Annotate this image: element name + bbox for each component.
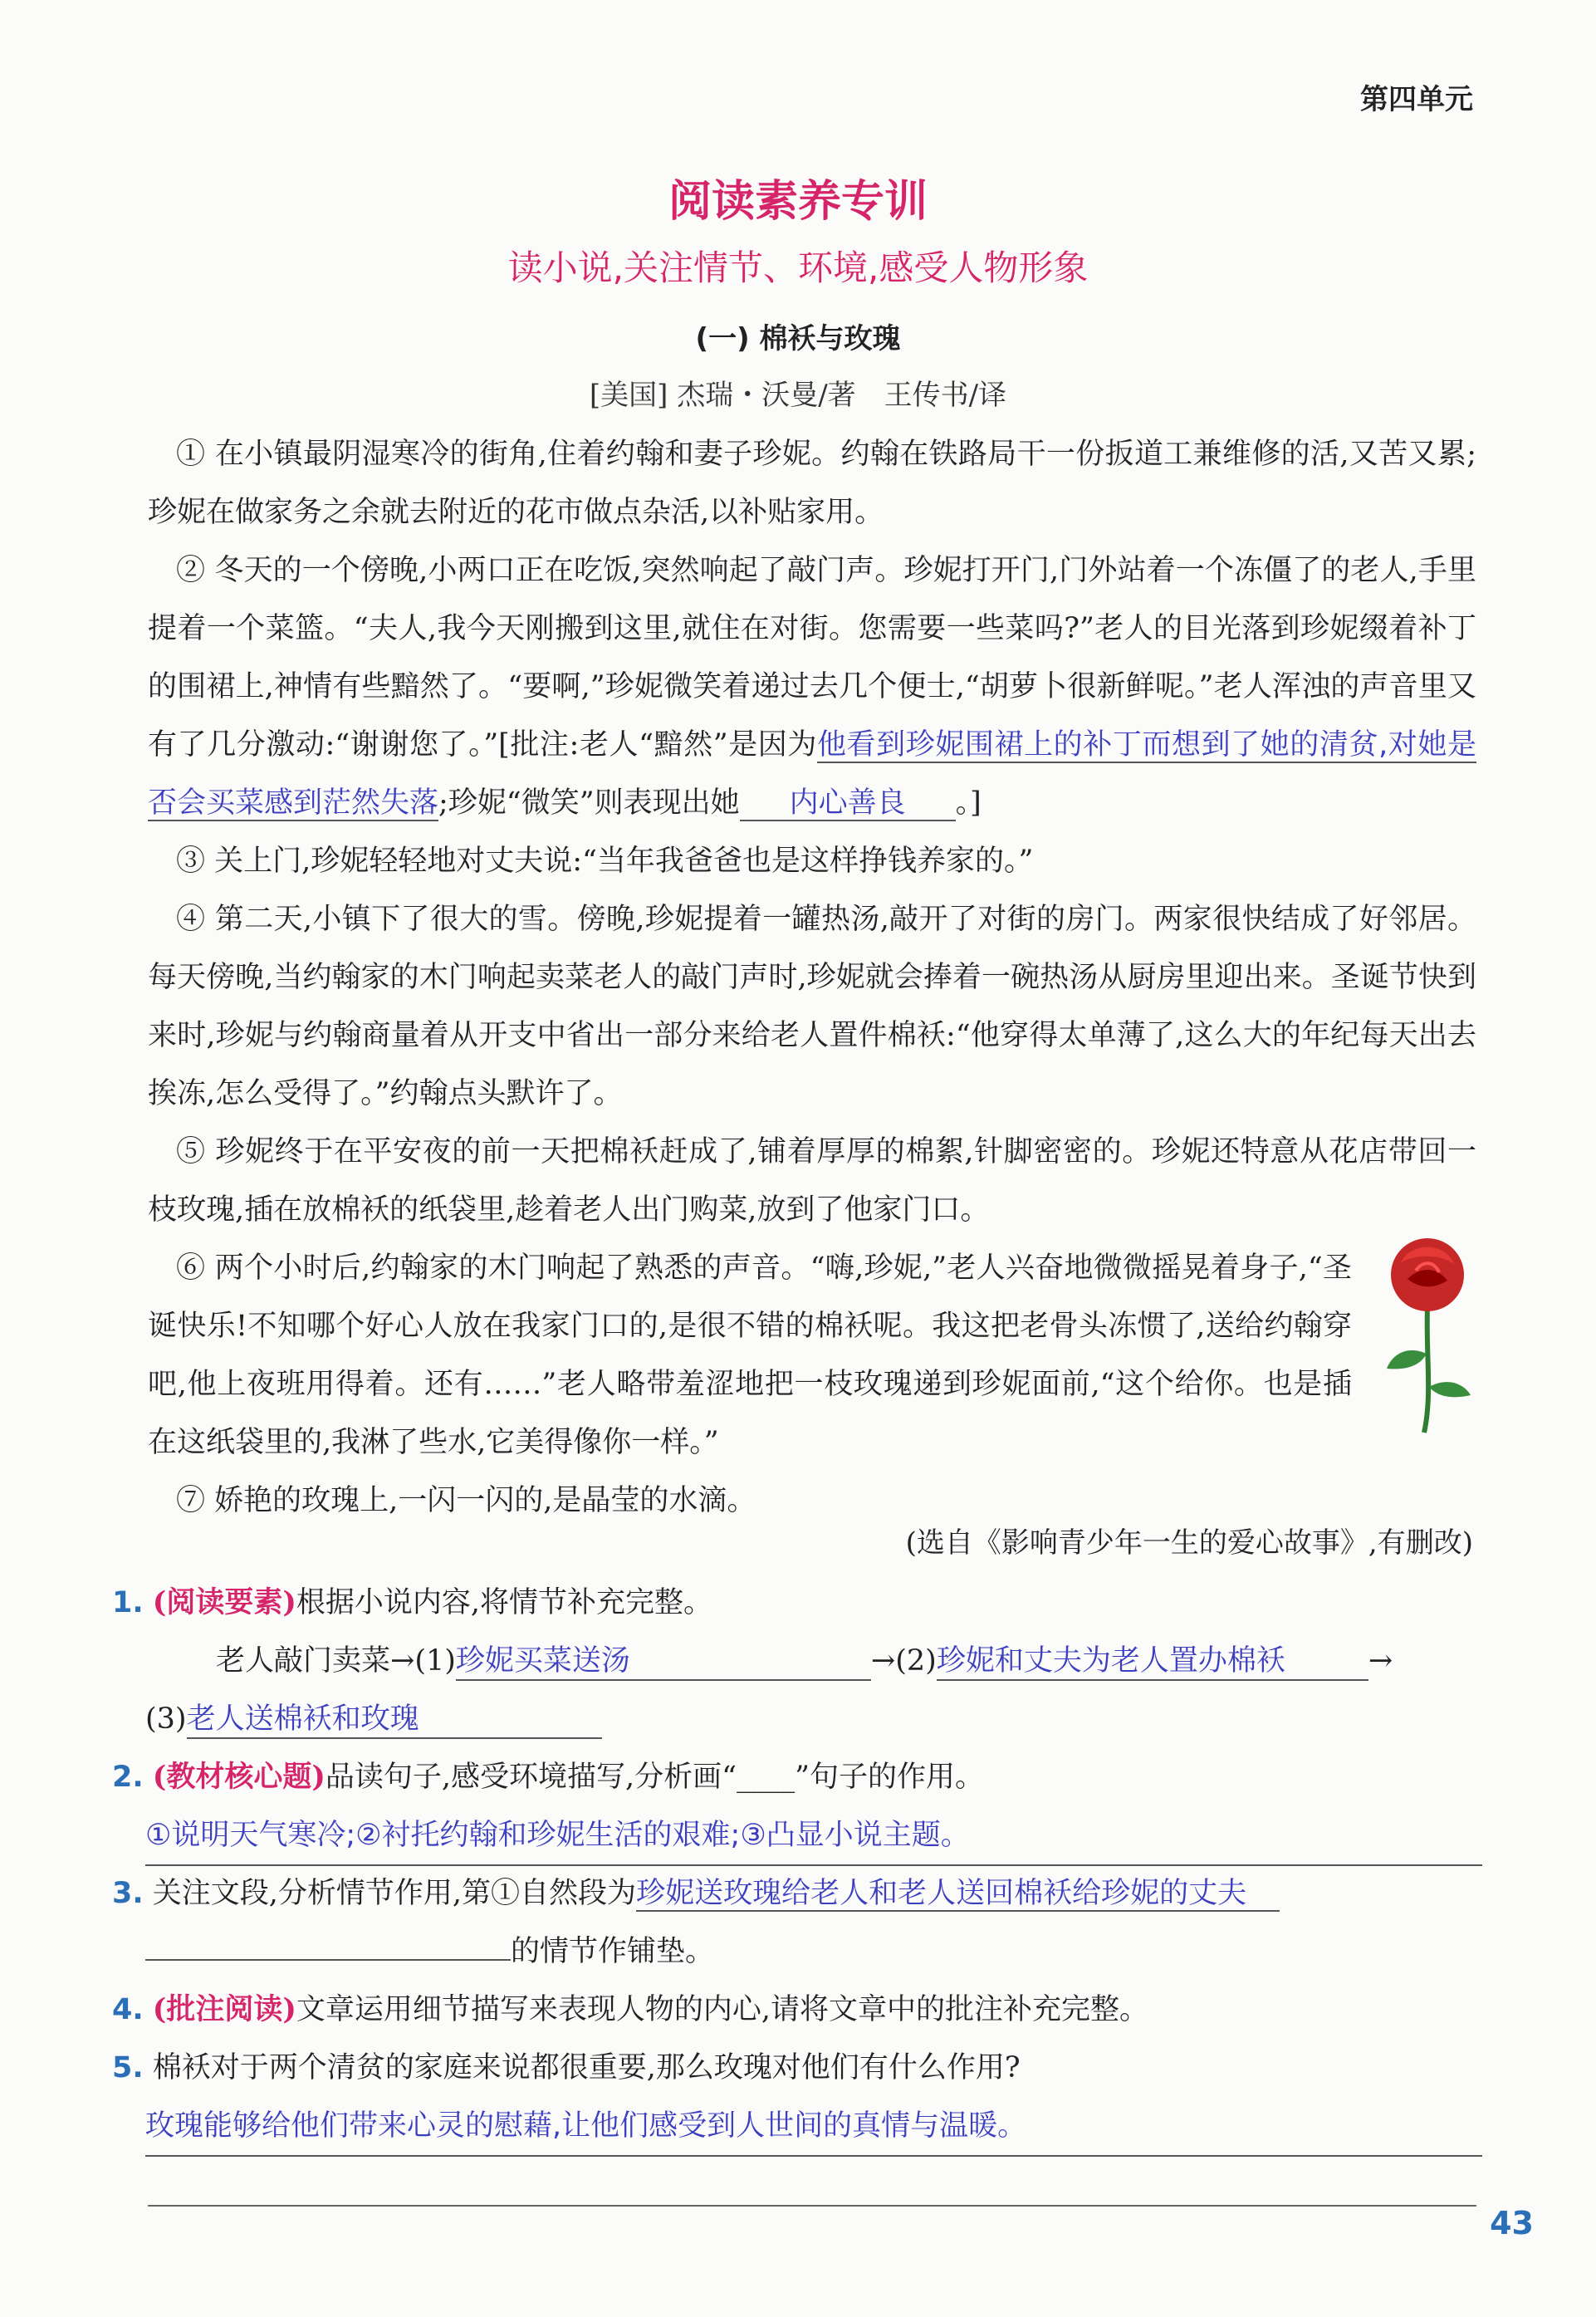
question-tag: (教材核心题) — [152, 1760, 326, 1794]
paragraph-2-mid: ;珍妮“微笑”则表现出她 — [438, 786, 740, 820]
paragraph-2 — [148, 541, 1476, 832]
question-number: 4. — [112, 1993, 144, 2026]
question-tag: (批注阅读) — [152, 1992, 296, 2026]
question-text: 品读句子,感受环境描写,分析画“____”句子的作用。 — [325, 1761, 984, 1794]
question-3-row-2 — [112, 1923, 1482, 1981]
paragraph-6: ⑥ 两个小时后,约翰家的木门响起了熟悉的声音。“嗨,珍妮,”老人兴奋地微微摇晃着身子,“圣诞快乐!不知哪个好心人放在我家门口的,是很不错的棉袄呢。我这把老骨头冻惯了,送给约翰穿吧,他上夜班用得着。还有……”老人略带羞涩地把一枝玫瑰递到珍妮面前,“这个给你。也是插在这纸袋里的,我淋了些水,它美得像你一样。” — [148, 1252, 1352, 1459]
story-body — [148, 425, 1476, 1530]
question-5 — [112, 2039, 1482, 2157]
paragraph-3: ③ 关上门,珍妮轻轻地对丈夫说:“当年我爸爸也是这样挣钱养家的。” — [176, 845, 1034, 878]
paragraph-1: ① 在小镇最阴湿寒冷的街角,住着约翰和妻子珍妮。约翰在铁路局干一份扳道工兼维修的活,又苦又累;珍妮在做家务之余就去附近的花市做点杂活,以补贴家用。 — [148, 438, 1476, 529]
question-text: 棉袄对于两个清贫的家庭来说都很重要,那么玫瑰对他们有什么作用? — [152, 2051, 1021, 2084]
paragraph-5: ⑤ 珍妮终于在平安夜的前一天把棉袄赶成了,铺着厚厚的棉絮,针脚密密的。珍妮还特意从花店带回一枝玫瑰,插在放棉袄的纸袋里,趁着老人出门购菜,放到了他家门口。 — [148, 1135, 1476, 1227]
plot-chain-row-2 — [112, 1690, 1482, 1748]
question-2 — [112, 1748, 1482, 1866]
question-1 — [112, 1574, 1482, 1748]
plot-arrow-end: → — [1368, 1644, 1393, 1678]
question-text: 关注文段,分析情节作用,第①自然段为 — [152, 1877, 637, 1910]
question-3-tail: 的情节作铺垫。 — [511, 1935, 715, 1968]
question-4 — [112, 1981, 1482, 2039]
question-number: 1. — [112, 1586, 144, 1619]
question-text: 文章运用细节描写来表现人物的内心,请将文章中的批注补充完整。 — [296, 1993, 1149, 2026]
plot-arrow-2: →(2) — [870, 1644, 937, 1678]
question-number: 5. — [112, 2051, 144, 2084]
paragraph-7: ⑦ 娇艳的玫瑰上,一闪一闪的,是晶莹的水滴。 — [176, 1484, 756, 1517]
answer-line — [148, 2205, 1476, 2207]
paragraph-2-end: 。] — [955, 786, 982, 820]
annotation-answer-1: 他看到珍妮围裙上的补丁而想到了她的清贫,对她是否会买菜感到茫然失落 — [148, 728, 1476, 820]
story-author: [美国] 杰瑞・沃曼/著 王传书/译 — [589, 379, 1007, 412]
annotation-answer-2: 内心善良 — [740, 786, 956, 821]
question-3 — [112, 1864, 1482, 1981]
question-text: 根据小说内容,将情节补充完整。 — [296, 1586, 713, 1619]
plot-label-3: (3) — [145, 1702, 187, 1736]
plot-answer-3: 老人送棉袄和玫瑰 — [187, 1701, 602, 1739]
question-3-blank — [145, 1959, 511, 1961]
rose-illustration — [1374, 1229, 1482, 1437]
paragraph-2-text: ② 冬天的一个傍晚,小两口正在吃饭,突然响起了敲门声。珍妮打开门,门外站着一个冻僵了的老人,手里提着一个菜篮。“夫人,我今天刚搬到这里,就住在对街。您需要一些菜吗?”老人的目光落到珍妮缀着补丁的围裙上,神情有些黯然了。“要啊,”珍妮微笑着递过去几个便士,“胡萝卜很新鲜呢。”老人浑浊的声音里又有了几分激动:“谢谢您了。”[批注:老人“黯然”是因为 — [148, 554, 1476, 762]
question-5-answer: 玫瑰能够给他们带来心灵的慰藉,让他们感受到人世间的真情与温暖。 — [145, 2097, 1482, 2157]
question-2-answer: ①说明天气寒冷;②衬托约翰和珍妮生活的艰难;③凸显小说主题。 — [145, 1806, 1482, 1866]
paragraph-4: ④ 第二天,小镇下了很大的雪。傍晚,珍妮提着一罐热汤,敲开了对街的房门。两家很快结成了好邻居。每天傍晚,当约翰家的木门响起卖菜老人的敲门声时,珍妮就会捧着一碗热汤从厨房里迎出来。圣诞节快到来时,珍妮与约翰商量着从开支中省出一部分来给老人置件棉袄:“他穿得太单薄了,这么大的年纪每天出去挨冻,怎么受得了。”约翰点头默许了。 — [148, 903, 1476, 1110]
page-subtitle: 读小说,关注情节、环境,感受人物形象 — [507, 247, 1089, 288]
unit-label: 第四单元 — [1360, 83, 1473, 116]
question-tag: (阅读要素) — [152, 1585, 296, 1619]
page-number: 43 — [1490, 2205, 1534, 2241]
page-title: 阅读素养专训 — [668, 177, 928, 227]
story-title: (一) 棉袄与玫瑰 — [695, 322, 901, 355]
plot-answer-1: 珍妮买菜送汤 — [456, 1643, 871, 1681]
question-3-answer: 珍妮送玫瑰给老人和老人送回棉袄给珍妮的丈夫 — [636, 1877, 1280, 1912]
question-number: 2. — [112, 1761, 144, 1794]
source-citation: (选自《影响青少年一生的爱心故事》,有删改) — [905, 1526, 1473, 1560]
plot-start: 老人敲门卖菜→(1) — [216, 1644, 456, 1678]
plot-chain — [112, 1632, 1482, 1690]
question-number: 3. — [112, 1877, 144, 1910]
plot-answer-2: 珍妮和丈夫为老人置办棉袄 — [937, 1643, 1368, 1681]
